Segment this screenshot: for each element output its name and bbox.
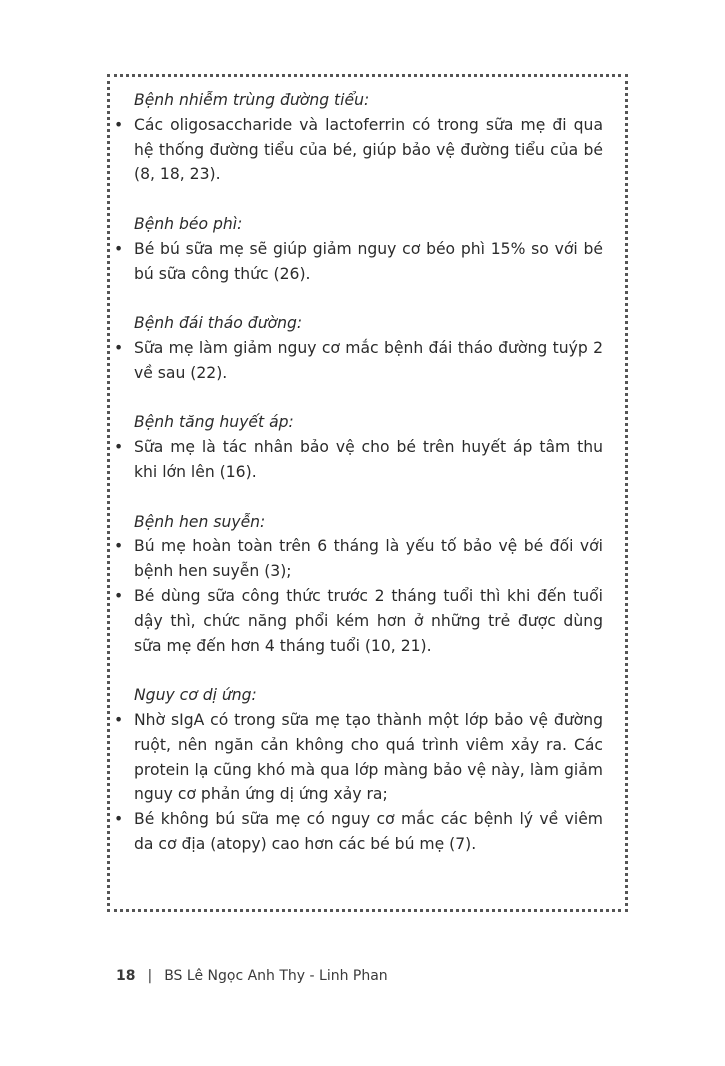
bullet-list bbox=[113, 534, 603, 658]
section-heading: Nguy cơ dị ứng: bbox=[134, 686, 257, 705]
list-item bbox=[113, 584, 603, 658]
section-hypertension bbox=[113, 410, 603, 484]
list-item bbox=[113, 807, 603, 857]
list-item-text: Sữa mẹ làm giảm nguy cơ mắc bệnh đái tháo đường tuýp 2 về sau (22). bbox=[134, 338, 603, 382]
bullet-list bbox=[113, 708, 603, 857]
footer-authors: BS Lê Ngọc Anh Thy - Linh Phan bbox=[164, 968, 388, 984]
bullet-icon: • bbox=[114, 338, 124, 357]
list-item bbox=[113, 435, 603, 485]
list-item bbox=[113, 237, 603, 287]
list-item-text: Sữa mẹ là tác nhân bảo vệ cho bé trên huyết áp tâm thu khi lớn lên (16). bbox=[134, 438, 603, 481]
section-heading: Bệnh béo phì: bbox=[134, 214, 243, 233]
list-item bbox=[113, 336, 603, 386]
list-item bbox=[113, 113, 603, 187]
section-heading: Bệnh nhiễm trùng đường tiểu: bbox=[134, 91, 370, 109]
bullet-list bbox=[113, 435, 603, 485]
section-heading: Bệnh hen suyễn: bbox=[134, 512, 266, 531]
page-content bbox=[113, 88, 603, 857]
list-item-text: Bé dùng sữa công thức trước 2 tháng tuổi thì khi đến tuổi dậy thì, chức năng phổi kém hơn ở những trẻ được dùng sữa mẹ đến hơn 4 tháng tuổi (10, 21). bbox=[134, 586, 603, 655]
page-footer bbox=[116, 966, 388, 986]
footer-separator: | bbox=[147, 968, 153, 984]
section-heading: Bệnh đái tháo đường: bbox=[134, 314, 303, 333]
bullet-list bbox=[113, 113, 603, 187]
list-item bbox=[113, 708, 603, 807]
section-allergy bbox=[113, 683, 603, 857]
bullet-icon: • bbox=[114, 239, 124, 258]
section-asthma bbox=[113, 510, 603, 659]
section-heading: Bệnh tăng huyết áp: bbox=[134, 413, 294, 432]
bullet-icon: • bbox=[114, 438, 124, 457]
bullet-icon: • bbox=[114, 810, 124, 829]
list-item-text: Bú mẹ hoàn toàn trên 6 tháng là yếu tố bảo vệ bé đối với bệnh hen suyễn (3); bbox=[134, 537, 603, 581]
section-diabetes bbox=[113, 311, 603, 385]
list-item-text: Nhờ sIgA có trong sữa mẹ tạo thành một lớp bảo vệ đường ruột, nên ngăn cản không cho quá trình viêm xảy ra. Các protein lạ cũng khó mà qua lớp màng bảo vệ này, làm giảm nguy cơ phản ứng dị ứng xảy ra; bbox=[134, 710, 603, 804]
page-number: 18 bbox=[116, 968, 136, 984]
bullet-icon: • bbox=[114, 586, 124, 605]
list-item-text: Bé không bú sữa mẹ có nguy cơ mắc các bệnh lý về viêm da cơ địa (atopy) cao hơn các bé bú mẹ (7). bbox=[134, 810, 603, 853]
bullet-list bbox=[113, 336, 603, 386]
list-item bbox=[113, 534, 603, 584]
bullet-icon: • bbox=[114, 537, 124, 556]
list-item-text: Bé bú sữa mẹ sẽ giúp giảm nguy cơ béo phì 15% so với bé bú sữa công thức (26). bbox=[134, 239, 603, 283]
bullet-icon: • bbox=[114, 710, 124, 729]
section-urinary-infection bbox=[113, 88, 603, 187]
bullet-list bbox=[113, 237, 603, 287]
list-item-text: Các oligosaccharide và lactoferrin có trong sữa mẹ đi qua hệ thống đường tiểu của bé, giúp bảo vệ đường tiểu của bé (8, 18, 23). bbox=[134, 115, 603, 184]
bullet-icon: • bbox=[114, 115, 124, 134]
section-obesity bbox=[113, 212, 603, 286]
